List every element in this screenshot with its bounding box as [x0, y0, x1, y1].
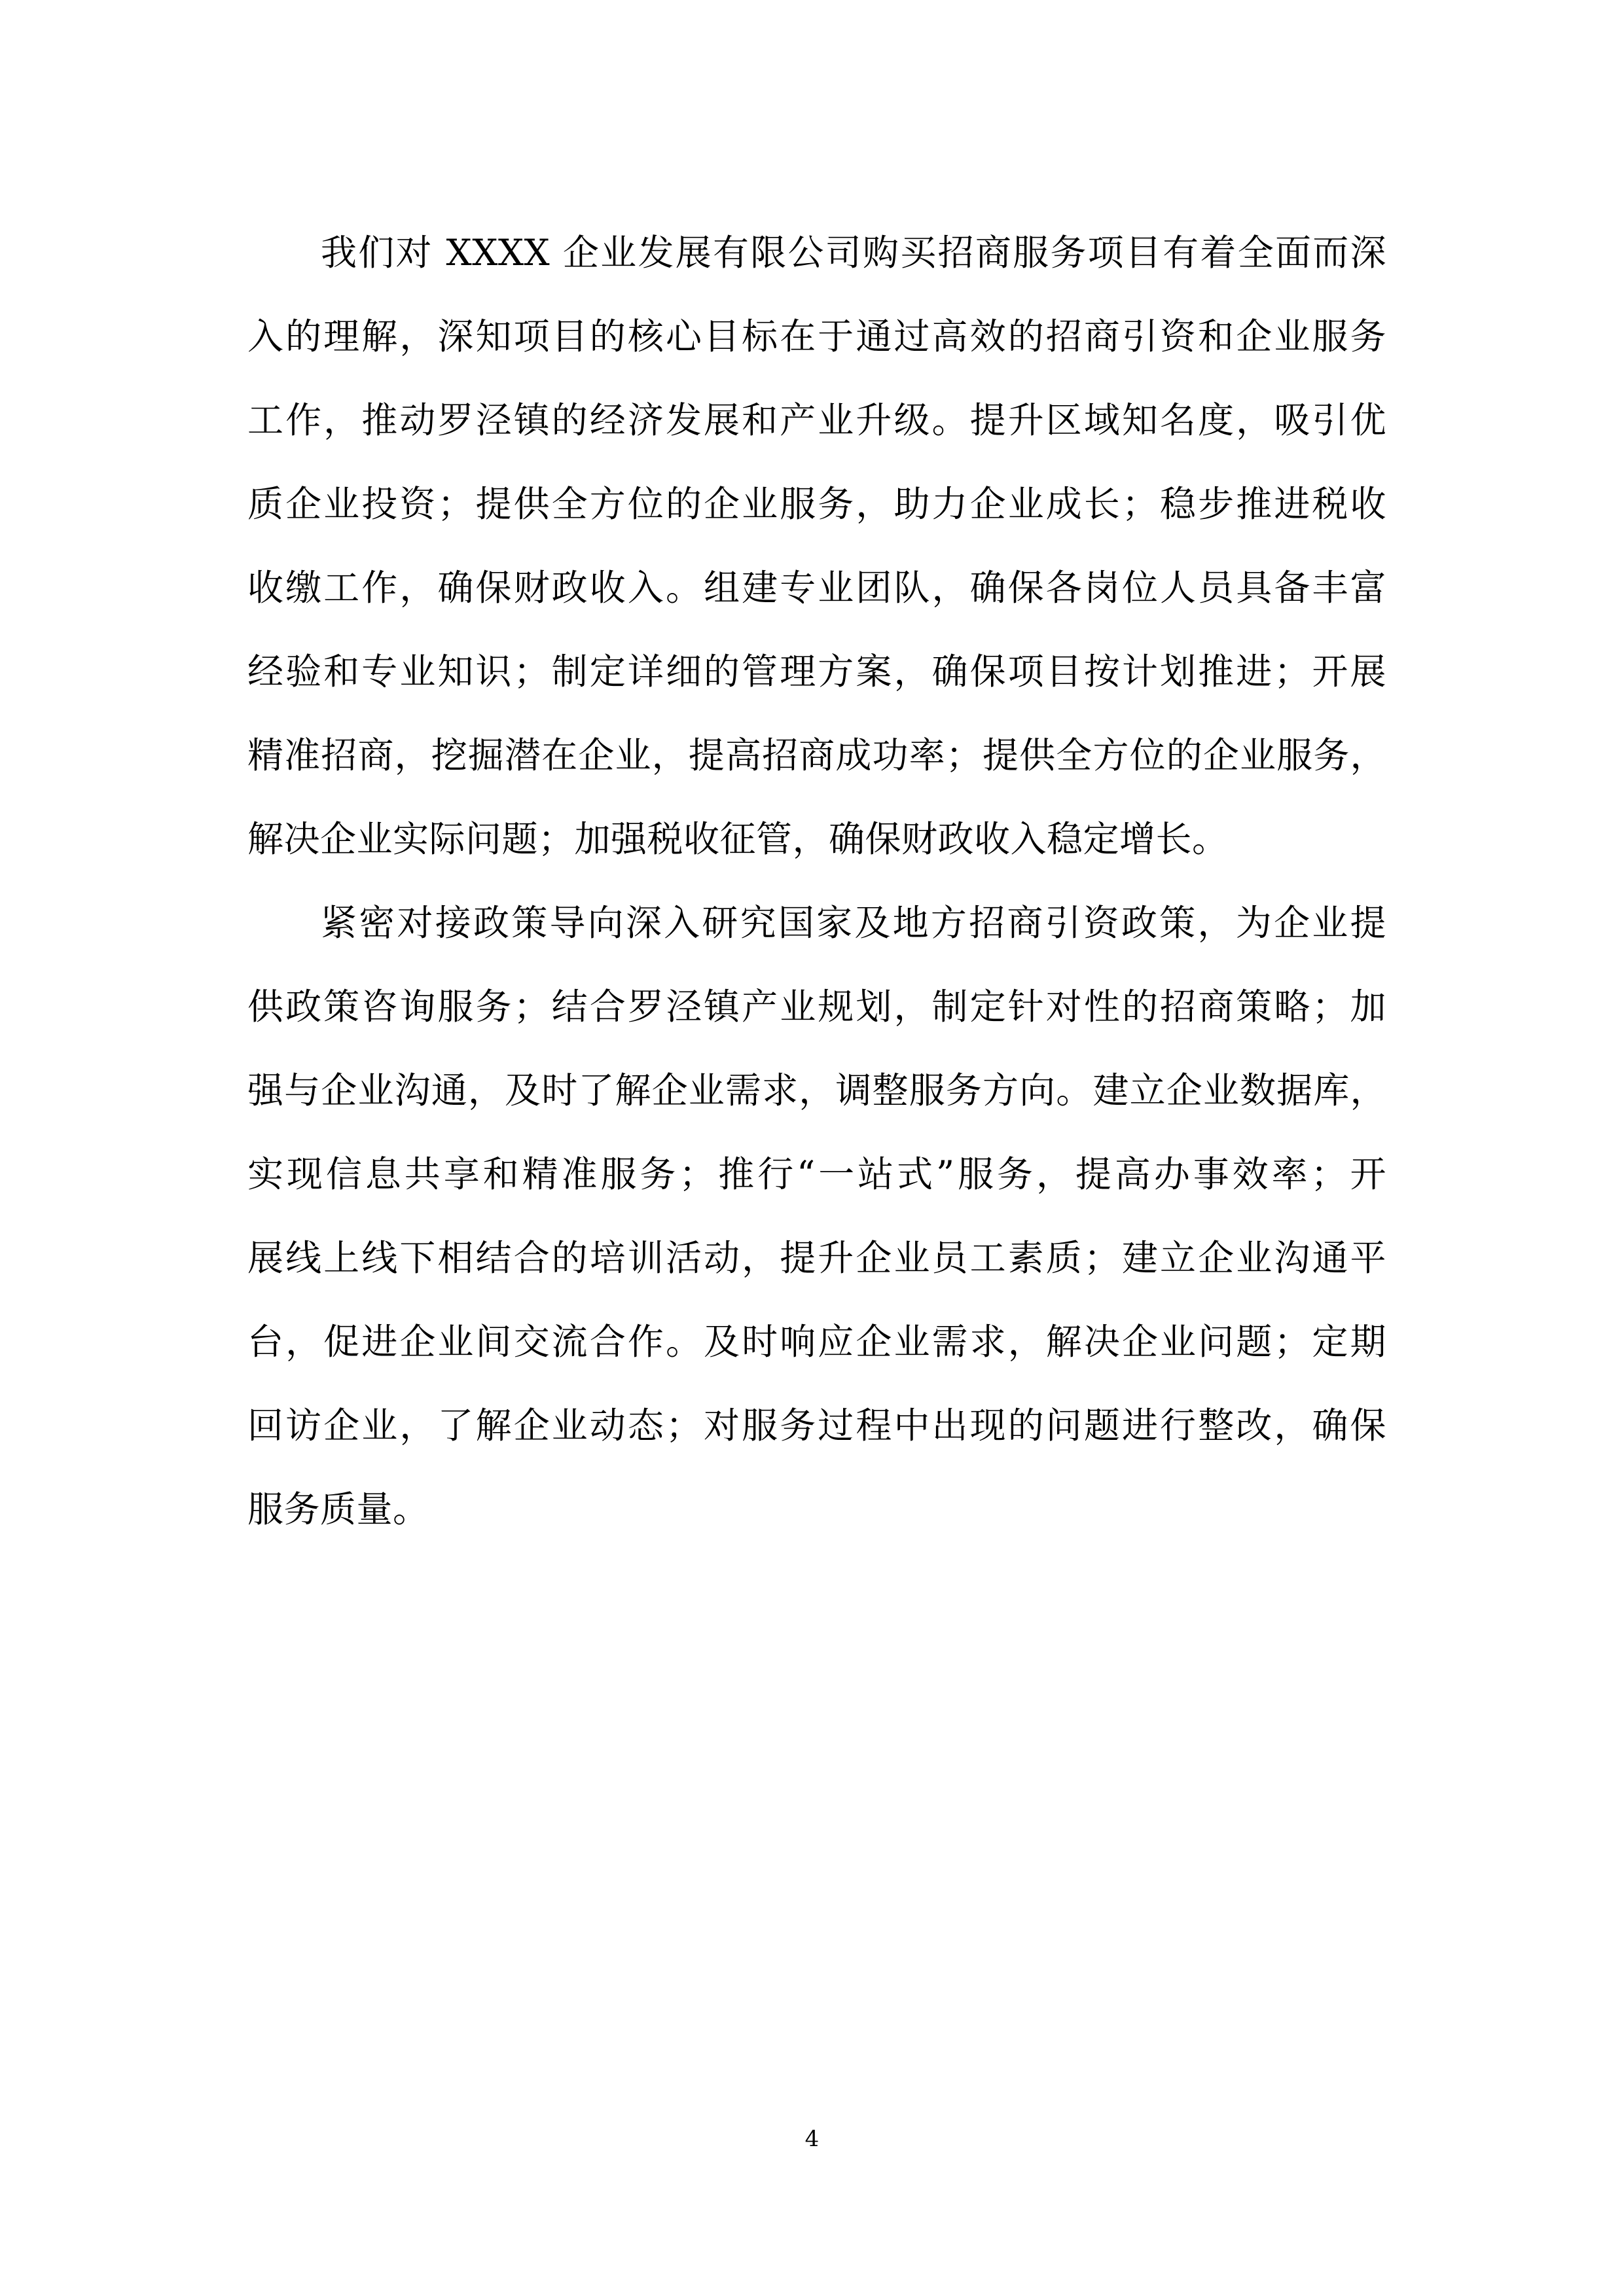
text-line: 强与企业沟通，及时了解企业需求，调整服务方向。建立企业数据库， [247, 1069, 1386, 1111]
text-line: 我们对 XXXX 企业发展有限公司购买招商服务项目有着全面而深 [321, 232, 1386, 274]
paragraph-1 [247, 211, 1386, 881]
text-line: 解决企业实际问题；加强税收征管，确保财政收入稳定增长。 [247, 818, 1229, 860]
text-line: 质企业投资；提供全方位的企业服务，助力企业成长；稳步推进税收 [247, 483, 1386, 525]
text-line: 回访企业，了解企业动态；对服务过程中出现的问题进行整改，确保 [247, 1405, 1386, 1446]
page-number: 4 [804, 2126, 820, 2152]
text-line: 紧密对接政策导向深入研究国家及地方招商引资政策，为企业提 [321, 902, 1386, 944]
text-line: 服务质量。 [247, 1488, 429, 1530]
body-text [247, 211, 1386, 1551]
text-line: 台，促进企业间交流合作。及时响应企业需求，解决企业问题；定期 [247, 1321, 1386, 1363]
text-line: 实现信息共享和精准服务；推行“一站式”服务，提高办事效率；开 [247, 1153, 1386, 1195]
text-line: 工作，推动罗泾镇的经济发展和产业升级。提升区域知名度，吸引优 [247, 399, 1386, 441]
text-line: 精准招商，挖掘潜在企业，提高招商成功率；提供全方位的企业服务， [247, 734, 1386, 776]
text-line: 收缴工作，确保财政收入。组建专业团队，确保各岗位人员具备丰富 [247, 567, 1386, 609]
text-line: 展线上线下相结合的培训活动，提升企业员工素质；建立企业沟通平 [247, 1237, 1386, 1279]
paragraph-2 [247, 881, 1386, 1551]
text-line: 入的理解，深知项目的核心目标在于通过高效的招商引资和企业服务 [247, 315, 1386, 357]
text-line: 经验和专业知识；制定详细的管理方案，确保项目按计划推进；开展 [247, 651, 1386, 692]
text-line: 供政策咨询服务；结合罗泾镇产业规划，制定针对性的招商策略；加 [247, 986, 1386, 1028]
